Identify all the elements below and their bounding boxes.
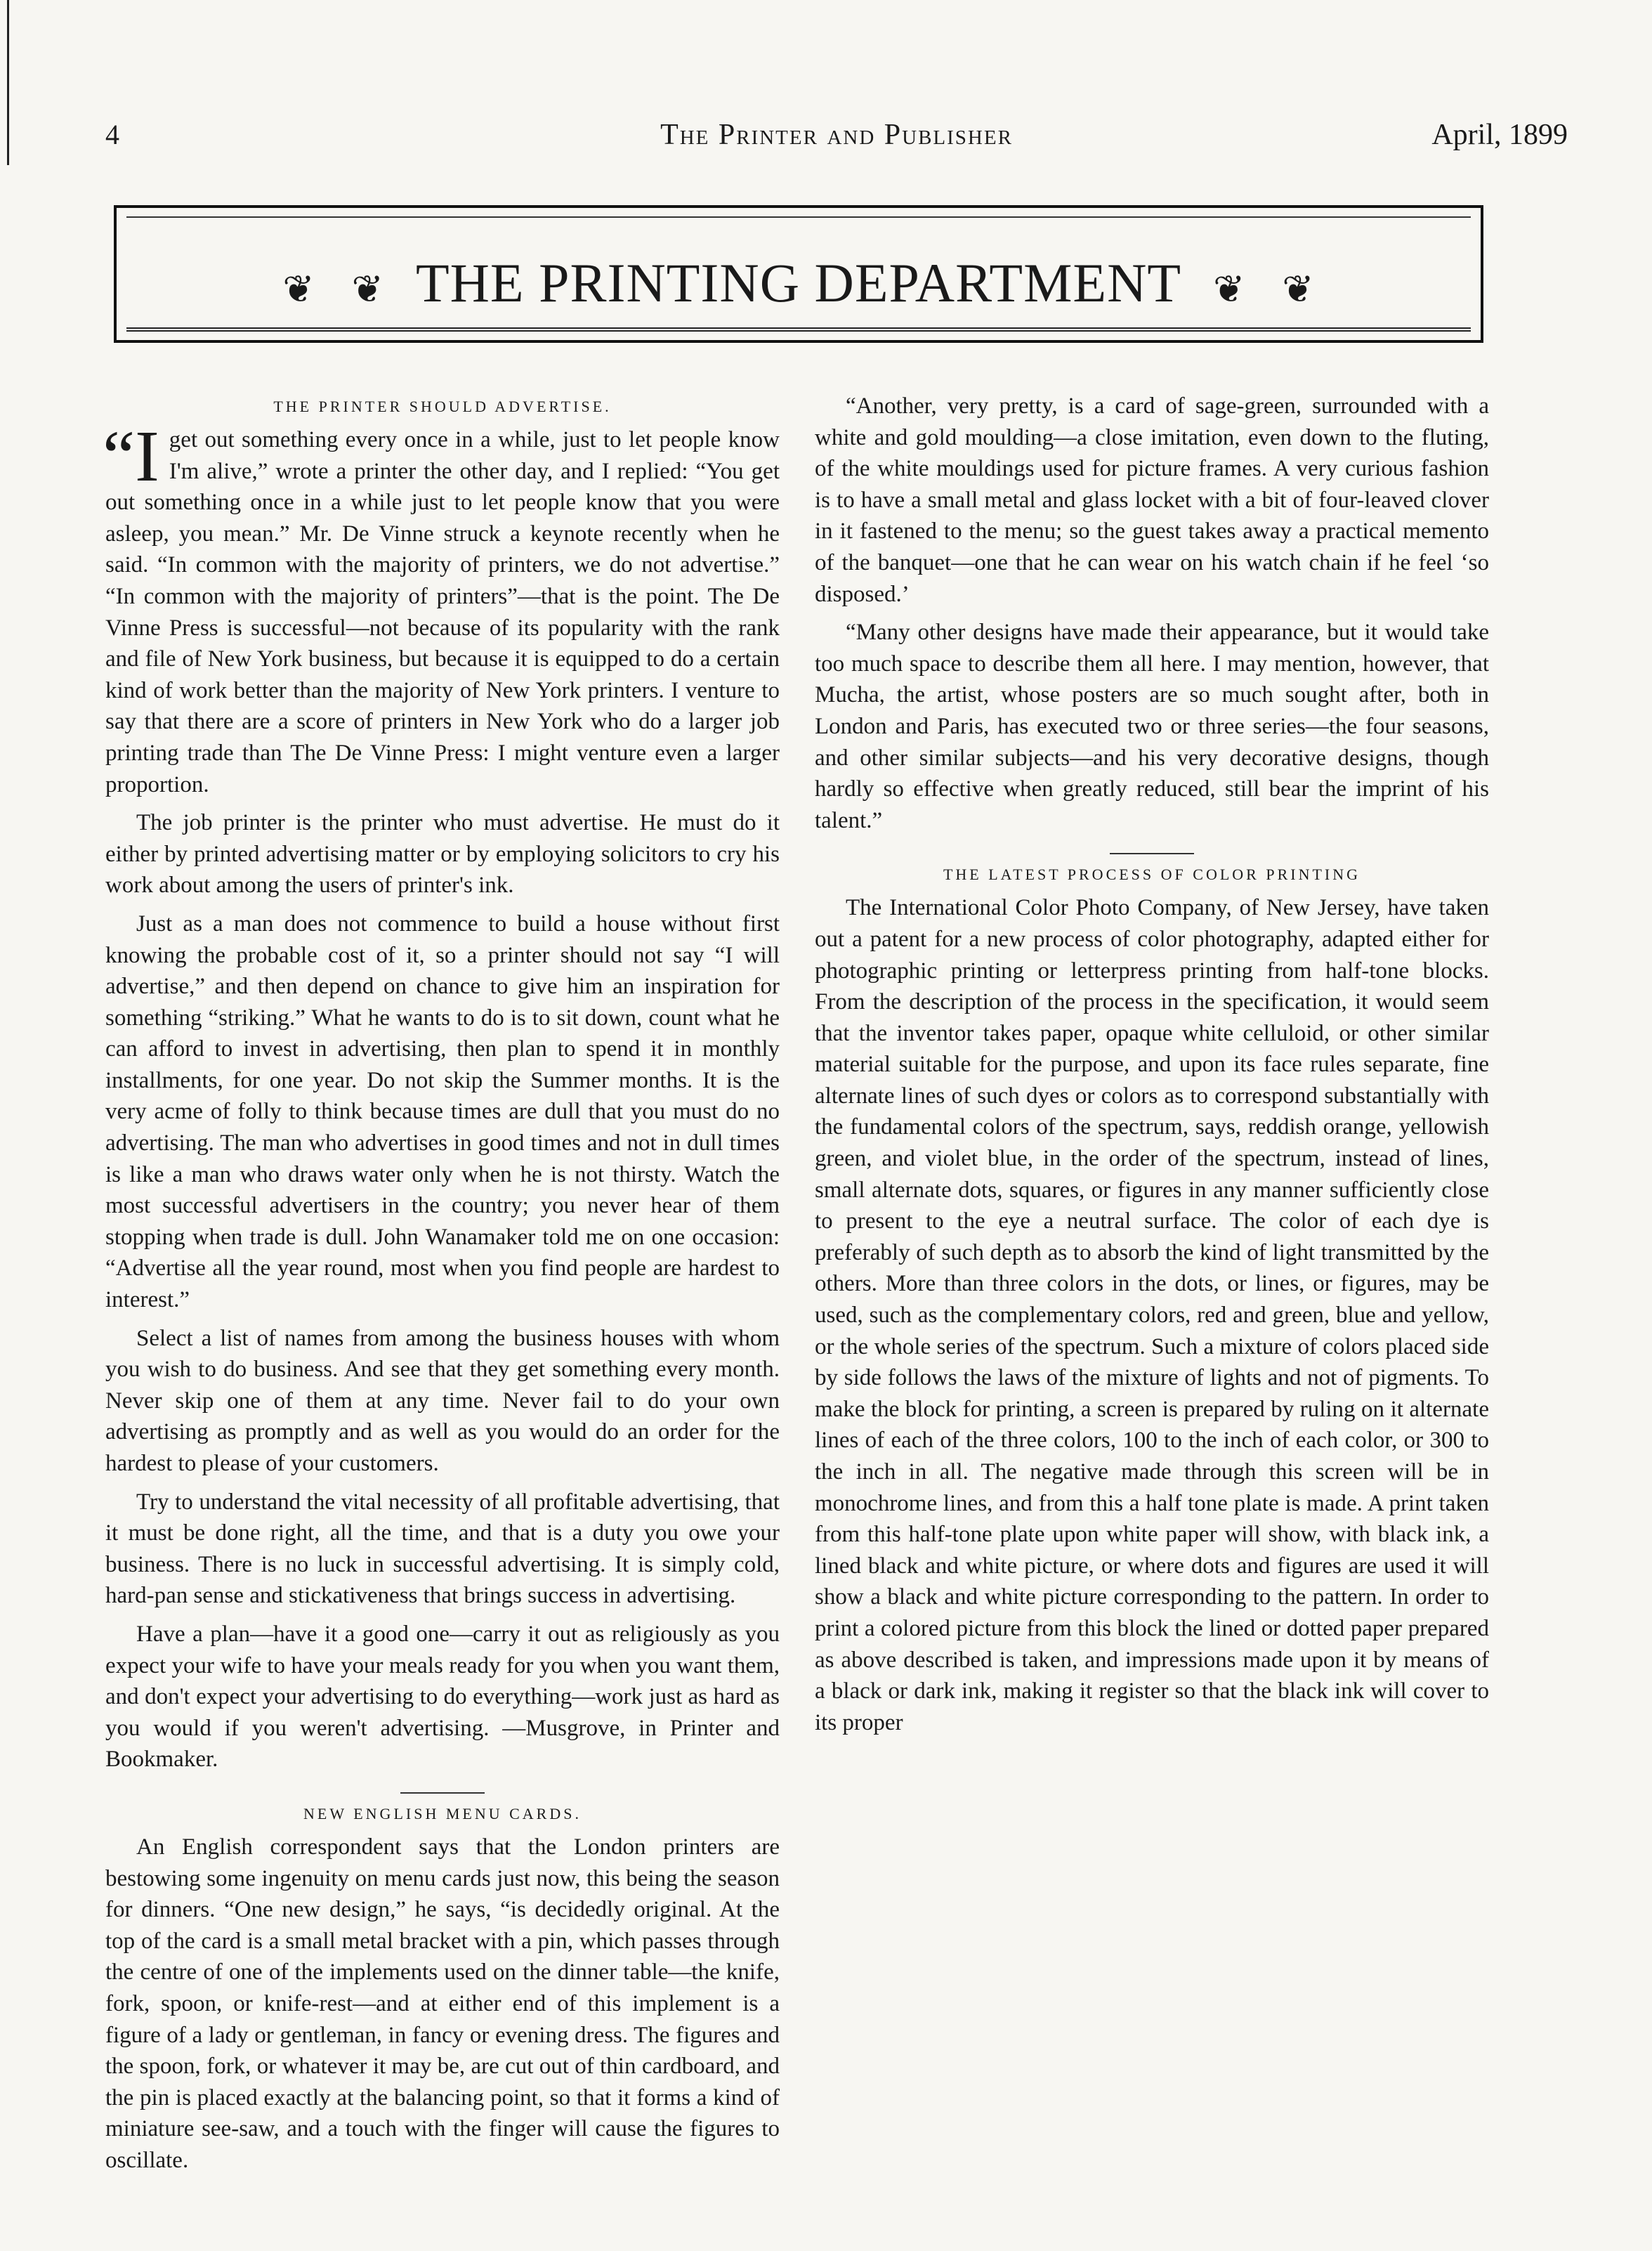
drop-cap: “I <box>103 416 159 497</box>
left-column <box>105 391 780 2183</box>
section-banner <box>114 205 1483 343</box>
article-paragraph: Just as a man does not commence to build a house without first knowing the probable cost of it, so a printer should not say “I will advertise,” and then depend on chance to give him an inspiration for something “striking.” What he wants to do is to sit down, count what he can afford to invest in advertising, then plan to spend it in monthly installments, for one year. Do not skip the Summer months. It is the very acme of folly to think because times are dull that you must do no advertising. The man who advertises in good times and not in dull times is like a man who draws water only when he is not thirsty. Watch the most successful advertisers in the country; you never hear of them stopping when trade is dull. John Wanamaker told me on one occasion: “Advertise all the year round, most when you find people are hardest to interest.” <box>105 911 780 1313</box>
banner-title-row <box>126 252 1471 315</box>
page-number: 4 <box>105 119 119 150</box>
ornament-icon: ❦ <box>282 268 315 311</box>
running-head <box>105 118 1568 160</box>
section-divider <box>400 1792 485 1794</box>
section-heading-menu-cards: NEW ENGLISH MENU CARDS. <box>303 1804 582 1822</box>
section-heading-color-printing: THE LATEST PROCESS OF COLOR PRINTING <box>943 866 1361 884</box>
paragraph-text: get out something every once in a while, just to let people know I'm alive,” wrote a printer the other day, and I replied: “You get out something once in a while just to let people know that you were asleep, you mean.” Mr. De Vinne struck a keynote recently when he said. “In common with the majority of printers, we do not advertise.” “In common with the majority of printers”—that is the point. The De Vinne Press is successful—not because of its popularity with the rank and file of New York business, but because it is equipped to do a certain kind of work better than the majority of New York printers. I venture to say that there are a score of printers in New York who do a larger job printing trade than The De Vinne Press: I might venture even a larger proportion. <box>105 427 780 797</box>
publication-title: The Printer and Publisher <box>660 119 1013 151</box>
article-paragraph: Try to understand the vital necessity of all profitable advertising, that it must be done right, all the time, and that is a duty you owe your business. There is no luck in successful advertising. It is simply cold, hard-pan sense and stickativeness that brings success in advertising. <box>105 1489 780 1609</box>
ornament-icon: ❦ <box>1213 268 1246 311</box>
banner-inner-frame <box>126 216 1471 332</box>
ornament-icon: ❦ <box>351 268 384 311</box>
article-paragraph: “Many other designs have made their appearance, but it would take too much space to describe them all here. I may mention, however, that Mucha, the artist, whose posters are so much sought after, both in London and Paris, has executed two or three series—the four seasons, and other similar subjects—and his very decorative designs, though hardly so effective when greatly reduced, still bear the imprint of his talent.” <box>815 620 1489 833</box>
section-heading-advertise: THE PRINTER SHOULD ADVERTISE. <box>273 398 612 415</box>
article-paragraph: Have a plan—have it a good one—carry it out as religiously as you expect your wife to have your meals ready for you when you want them, and don't expect your advertising to do everything—work just as hard as you would if you weren't advertising. —Musgrove, in Printer and Bookmaker. <box>105 1621 780 1773</box>
banner-title: THE PRINTING DEPARTMENT <box>415 252 1181 313</box>
article-paragraph: Select a list of names from among the business houses with whom you wish to do business. And see that they get something every month. Never skip one of them at any time. Never fail to do your own advertising as promptly and as well as you would do an order for the hardest to please of your customers. <box>105 1325 780 1476</box>
section-divider <box>1110 853 1194 854</box>
article-paragraph <box>103 416 780 800</box>
ornament-icon: ❦ <box>1282 268 1315 311</box>
right-column <box>815 391 1489 1745</box>
article-paragraph: “Another, very pretty, is a card of sage-green, surrounded with a white and gold moulding—a close imitation, even down to the fluting, of the white mouldings used for picture frames. A very curious fashion is to have a small metal and glass locket with a bit of four-leaved clover in it fastened to the menu; so the guest takes away a practical memento of the banquet—one that he can wear on his watch chain if he feel ‘so disposed.’ <box>815 393 1489 607</box>
article-paragraph: An English correspondent says that the London printers are bestowing some ingenuity on menu cards just now, this being the season for dinners. “One new design,” he says, “is decidedly original. At the top of the card is a small metal bracket with a pin, which passes through the centre of one of the implements used on the dinner table—the knife, fork, spoon, or knife-rest—and at either end of this implement is a figure of a lady or gentleman, in fancy or evening dress. The figures and the spoon, fork, or whatever it may be, are cut out of thin cardboard, and the pin is placed exactly at the balancing point, so that it forms a kind of miniature see-saw, and a touch with the finger will cause the figures to oscillate. <box>105 1834 780 2173</box>
page-edge-mark <box>7 0 9 165</box>
issue-date: April, 1899 <box>1431 119 1568 151</box>
article-paragraph: The job printer is the printer who must advertise. He must do it either by printed advertising matter or by employing solicitors to cry his work about among the users of printer's ink. <box>105 810 780 899</box>
article-paragraph: The International Color Photo Company, of New Jersey, have taken out a patent for a new process of color photography, adapted either for photographic printing or letterpress printing from half-tone blocks. From the description of the process in the specification, it would seem that the inventor takes paper, opaque white celluloid, or other similar material suitable for the purpose, and upon its face rules separate, fine alternate lines of such dyes or colors as to correspond substantially with the fundamental colors of the spectrum, says, reddish orange, yellowish green, and violet blue, in the order of the spectrum, instead of lines, small alternate dots, squares, or figures in any manner sufficiently close to present to the eye a neutral surface. The color of each dye is preferably of such depth as to absorb the kind of light transmitted by the others. More than three colors in the dots, or lines, or figures, may be used, such as the complementary colors, red and green, blue and yellow, or the whole series of the spectrum. Such a mixture of colors placed side by side follows the laws of the mixture of lights and not of pigments. To make the block for printing, a screen is prepared by ruling on it alternate lines of each of the three colors, 100 to the inch of each color, or 300 to the inch in all. The negative made through this screen will be in monochrome lines, and from this a half tone plate is made. A print taken from this half-tone plate upon white paper will show, with black ink, a lined black and white picture, or where dots and figures are used it will show a black and white picture corresponding to the pattern. In order to print a colored picture from this block the lined or dotted paper prepared as above described is taken, and impressions made upon it by means of a black or dark ink, making it register so that the black ink will cover to its proper <box>815 895 1489 1735</box>
